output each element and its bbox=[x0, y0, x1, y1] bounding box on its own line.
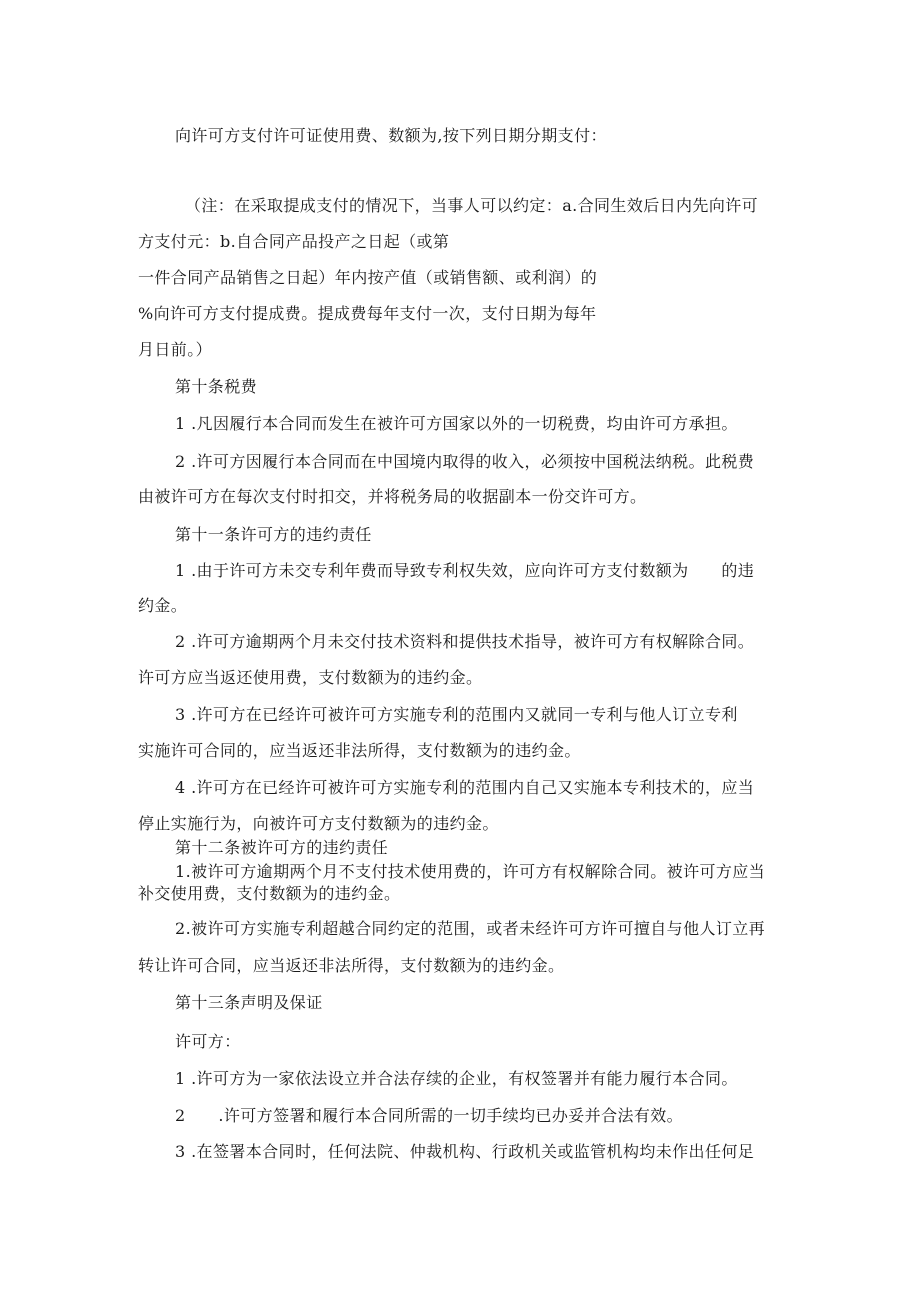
article-11-title: 第十一条许可方的违约责任 bbox=[175, 525, 372, 544]
article-10-item-2: 2 .许可方因履行本合同而在中国境内取得的收入，必须按中国税法纳税。此税费 bbox=[175, 452, 755, 471]
article-13-line-3: 3 .在签署本合同时，任何法院、仲裁机构、行政机关或监管机构均未作出任何足 bbox=[175, 1142, 755, 1161]
article-10-title: 第十条税费 bbox=[175, 377, 258, 396]
note-line-3: 一件合同产品销售之日起）年内按产值（或销售额、或利润）的 bbox=[138, 268, 598, 287]
article-12-line-2: 补交使用费，支付数额为的违约金。 bbox=[138, 884, 401, 903]
article-10-item-2-cont: 由被许可方在每次支付时扣交，并将税务局的收据副本一份交许可方。 bbox=[138, 487, 647, 506]
article-12-line-3: 2.被许可方实施专利超越合同约定的范围，或者未经许可方许可擅自与他人订立再 bbox=[175, 919, 766, 938]
article-12-line-1: 1.被许可方逾期两个月不支付技术使用费的，许可方有权解除合同。被许可方应当 bbox=[175, 862, 766, 881]
payment-intro: 向许可方支付许可证使用费、数额为,按下列日期分期支付： bbox=[175, 126, 607, 145]
article-11-line-2: 约金。 bbox=[138, 596, 188, 615]
article-10-item-1: 1 .凡因履行本合同而发生在被许可方国家以外的一切税费，均由许可方承担。 bbox=[175, 414, 738, 433]
article-12-title: 第十二条被许可方的违约责任 bbox=[175, 838, 389, 857]
article-11-line-7: 4 .许可方在已经许可被许可方实施专利的范围内自己又实施本专利技术的，应当 bbox=[175, 778, 755, 797]
note-line-2: 方支付元：b.自合同产品投产之日起（或第 bbox=[138, 232, 450, 251]
article-11-line-8: 停止实施行为，向被许可方支付数额为的违约金。 bbox=[138, 814, 499, 833]
article-11-line-5: 3 .许可方在已经许可被许可方实施专利的范围内又就同一专利与他人订立专利 bbox=[175, 705, 738, 724]
article-13-subtitle: 许可方： bbox=[175, 1032, 241, 1051]
article-13-line-2: 2 .许可方签署和履行本合同所需的一切手续均已办妥并合法有效。 bbox=[175, 1106, 684, 1125]
article-12-line-4: 转让许可合同，应当返还非法所得，支付数额为的违约金。 bbox=[138, 956, 565, 975]
article-11-line-1: 1 .由于许可方未交专利年费而导致专利权失效，应向许可方支付数额为 的违 bbox=[175, 561, 755, 580]
article-13-line-1: 1 .许可方为一家依法设立并合法存续的企业，有权签署并有能力履行本合同。 bbox=[175, 1069, 738, 1088]
article-11-line-3: 2 .许可方逾期两个月未交付技术资料和提供技术指导，被许可方有权解除合同。 bbox=[175, 632, 755, 651]
article-13-title: 第十三条声明及保证 bbox=[175, 993, 323, 1012]
article-11-line-6: 实施许可合同的，应当返还非法所得，支付数额为的违约金。 bbox=[138, 741, 581, 760]
note-line-5: 月日前。） bbox=[138, 340, 213, 359]
note-line-1: （注：在采取提成支付的情况下，当事人可以约定：a.合同生效后日内先向许可 bbox=[185, 196, 759, 215]
note-line-4: %向许可方支付提成费。提成费每年支付一次，支付日期为每年 bbox=[138, 304, 597, 323]
article-11-line-4: 许可方应当返还使用费，支付数额为的违约金。 bbox=[138, 668, 483, 687]
